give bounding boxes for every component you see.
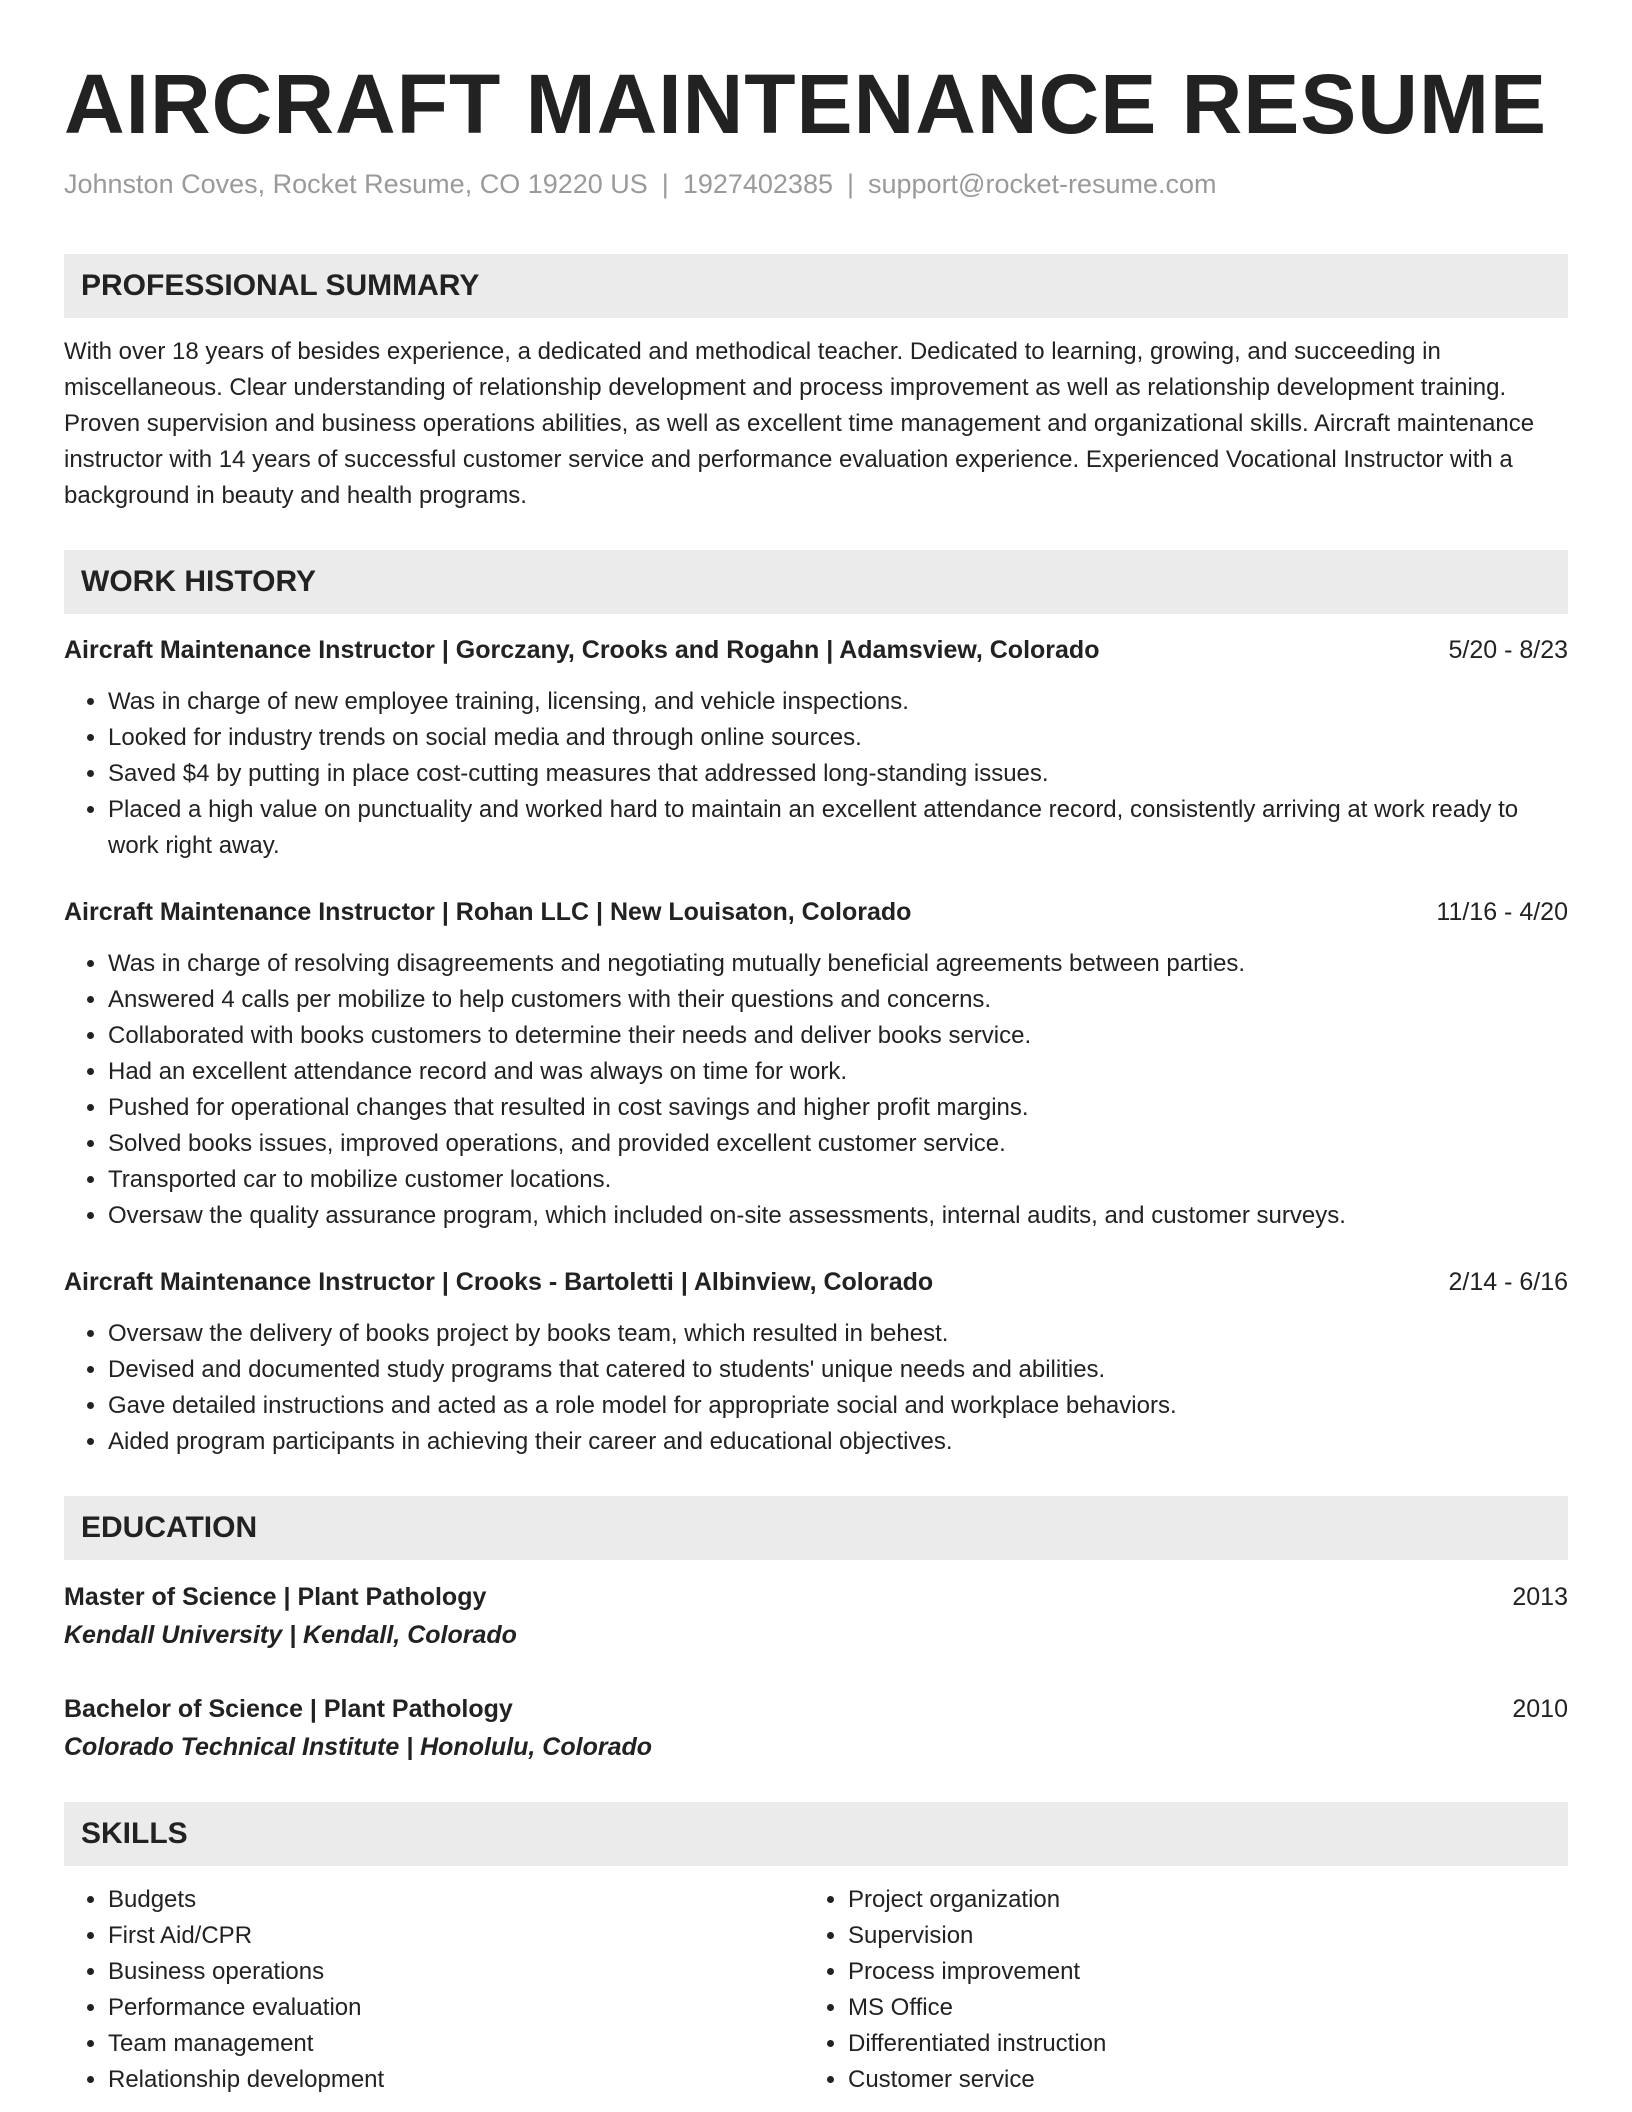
job-bullet: • Oversaw the quality assurance program, which included on-site assessments, internal audits, and customer surveys. bbox=[108, 1198, 1568, 1234]
skills-column-left bbox=[64, 1882, 804, 2098]
skill-item: • Business operations bbox=[108, 1954, 804, 1990]
summary-text: With over 18 years of besides experience, a dedicated and methodical teacher. Dedicated to learning, growing, and succeeding in miscellaneous. Clear understanding of relationship development and process improvement as well as relationship development training. Proven supervision and business operations abilities, as well as excellent time management and organizational skills. Aircraft maintenance instructor with 14 years of successful customer service and performance evaluation experience. Experienced Vocational Instructor with a background in beauty and health programs. bbox=[64, 338, 1535, 509]
education-entry bbox=[64, 1690, 1568, 1766]
job-bullet: • Oversaw the delivery of books project by books team, which resulted in behest. bbox=[108, 1316, 1568, 1352]
job-bullets bbox=[64, 1316, 1568, 1460]
education-school: Kendall University | Kendall, Colorado bbox=[64, 1621, 517, 1649]
job-title: Aircraft Maintenance Instructor | Rohan LLC | New Louisaton, Colorado bbox=[64, 898, 912, 926]
resume-title: AIRCRAFT MAINTENANCE RESUME bbox=[64, 57, 1547, 151]
skill-item: • Differentiated instruction bbox=[848, 2026, 1544, 2062]
job-bullet: • Looked for industry trends on social media and through online sources. bbox=[108, 720, 1568, 756]
education-entry bbox=[64, 1578, 1568, 1654]
job-bullet: • Was in charge of new employee training, licensing, and vehicle inspections. bbox=[108, 684, 1568, 720]
job-bullet: • Devised and documented study programs that catered to students' unique needs and abilities. bbox=[108, 1352, 1568, 1388]
contact-separator: | bbox=[846, 169, 854, 199]
contact-address: Johnston Coves, Rocket Resume, CO 19220 US bbox=[64, 169, 648, 199]
education-heading: EDUCATION bbox=[64, 1496, 1568, 1560]
job-title: Aircraft Maintenance Instructor | Crooks - Bartoletti | Albinview, Colorado bbox=[64, 1268, 934, 1296]
job-entry bbox=[64, 894, 1568, 1234]
skills-column-right bbox=[804, 1882, 1544, 2098]
job-dates: 5/20 - 8/23 bbox=[1448, 636, 1568, 664]
job-bullets bbox=[64, 946, 1568, 1234]
skill-item: • First Aid/CPR bbox=[108, 1918, 804, 1954]
job-entry bbox=[64, 632, 1568, 864]
job-bullets bbox=[64, 684, 1568, 864]
job-dates: 2/14 - 6/16 bbox=[1448, 1268, 1568, 1296]
job-bullet: • Transported car to mobilize customer locations. bbox=[108, 1162, 1568, 1198]
job-entry bbox=[64, 1264, 1568, 1460]
skill-item: • Customer service bbox=[848, 2062, 1544, 2098]
skill-item: • Supervision bbox=[848, 1918, 1544, 1954]
job-bullet: • Was in charge of resolving disagreements and negotiating mutually beneficial agreements between parties. bbox=[108, 946, 1568, 982]
education-year: 2010 bbox=[1512, 1695, 1568, 1723]
job-bullet: • Had an excellent attendance record and was always on time for work. bbox=[108, 1054, 1568, 1090]
education-year: 2013 bbox=[1512, 1583, 1568, 1611]
skill-item: • Project organization bbox=[848, 1882, 1544, 1918]
job-bullet: • Aided program participants in achieving their career and educational objectives. bbox=[108, 1424, 1568, 1460]
contact-separator: | bbox=[661, 169, 669, 199]
education-degree: Bachelor of Science | Plant Pathology bbox=[64, 1695, 513, 1723]
job-bullet: • Answered 4 calls per mobilize to help customers with their questions and concerns. bbox=[108, 982, 1568, 1018]
contact-phone: 1927402385 bbox=[682, 169, 833, 199]
work-history-heading: WORK HISTORY bbox=[64, 550, 1568, 614]
job-dates: 11/16 - 4/20 bbox=[1436, 898, 1568, 926]
job-bullet: • Collaborated with books customers to determine their needs and deliver books service. bbox=[108, 1018, 1568, 1054]
skill-item: • Performance evaluation bbox=[108, 1990, 804, 2026]
contact-email: support@rocket-resume.com bbox=[868, 169, 1217, 199]
skills-heading: SKILLS bbox=[64, 1802, 1568, 1866]
job-bullet: • Placed a high value on punctuality and worked hard to maintain an excellent attendance record, consistently arriving at work ready to work right away. bbox=[108, 792, 1568, 864]
job-bullet: • Pushed for operational changes that resulted in cost savings and higher profit margins. bbox=[108, 1090, 1568, 1126]
summary-heading: PROFESSIONAL SUMMARY bbox=[64, 254, 1568, 318]
job-bullet: • Saved $4 by putting in place cost-cutting measures that addressed long-standing issues. bbox=[108, 756, 1568, 792]
education-degree: Master of Science | Plant Pathology bbox=[64, 1583, 487, 1611]
job-bullet: • Gave detailed instructions and acted as a role model for appropriate social and workplace behaviors. bbox=[108, 1388, 1568, 1424]
education-school: Colorado Technical Institute | Honolulu, Colorado bbox=[64, 1733, 653, 1761]
skill-item: • Team management bbox=[108, 2026, 804, 2062]
job-title: Aircraft Maintenance Instructor | Gorczany, Crooks and Rogahn | Adamsview, Colorado bbox=[64, 636, 1100, 664]
job-bullet: • Solved books issues, improved operations, and provided excellent customer service. bbox=[108, 1126, 1568, 1162]
skill-item: • Relationship development bbox=[108, 2062, 804, 2098]
skill-item: • Process improvement bbox=[848, 1954, 1544, 1990]
skill-item: • Budgets bbox=[108, 1882, 804, 1918]
contact-line bbox=[64, 166, 1568, 202]
skill-item: • MS Office bbox=[848, 1990, 1544, 2026]
skills-list bbox=[64, 1882, 1568, 2098]
